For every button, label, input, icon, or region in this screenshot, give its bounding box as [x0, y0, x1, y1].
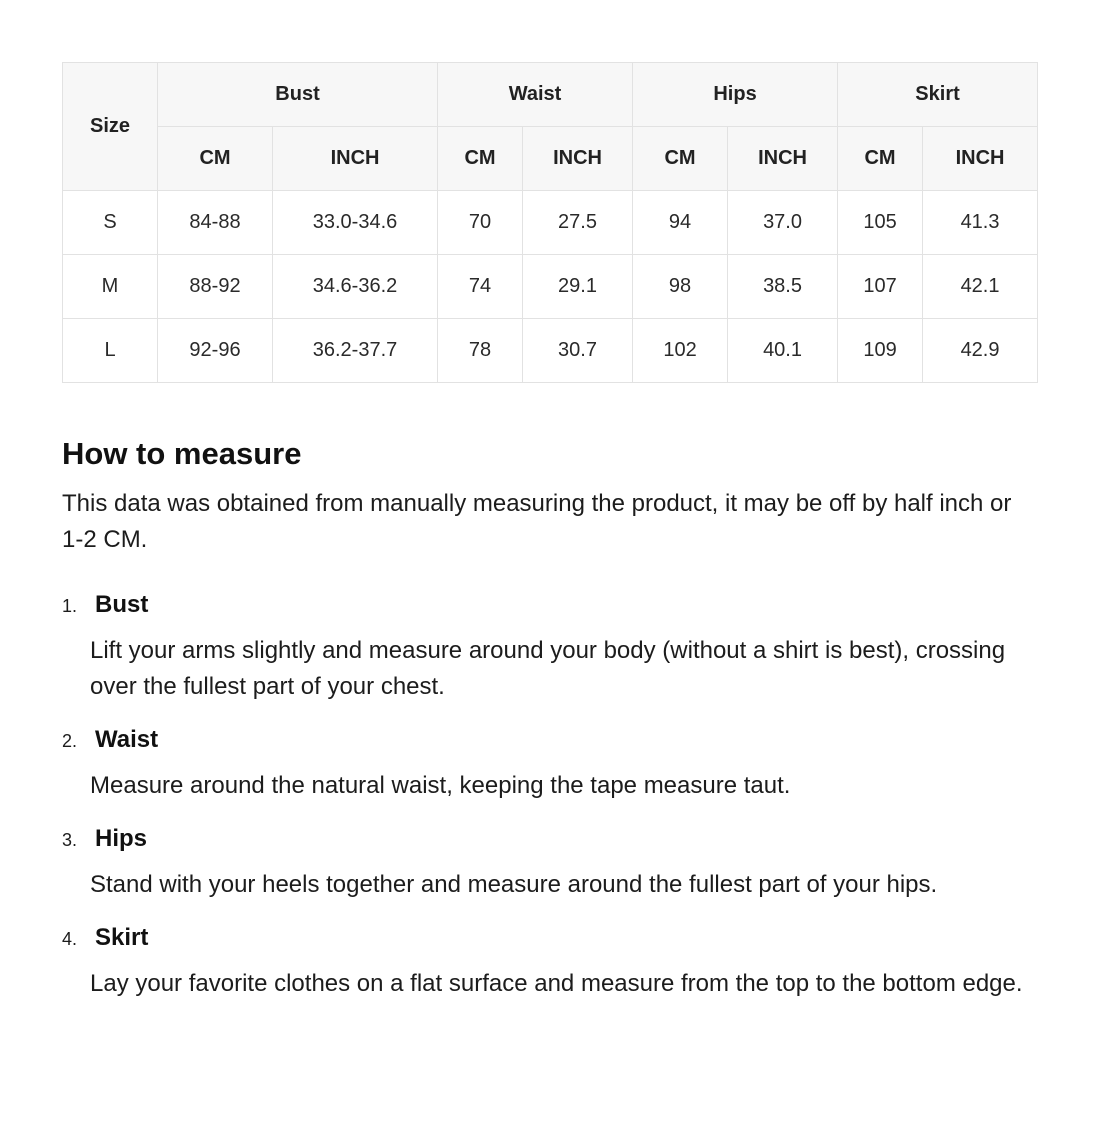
step-number: 1.	[62, 596, 78, 616]
cell-hips-inch: 38.5	[728, 255, 838, 319]
cell-skirt-inch: 42.1	[923, 255, 1038, 319]
table-row-size-s	[63, 191, 1038, 255]
measure-step-hips	[62, 824, 1037, 903]
step-title: Waist	[95, 726, 159, 753]
col-subheader-skirt-inch: INCH	[923, 127, 1038, 191]
cell-waist-inch: 30.7	[523, 319, 633, 383]
cell-hips-cm: 102	[633, 319, 728, 383]
cell-bust-cm: 84-88	[158, 191, 273, 255]
col-subheader-bust-cm: CM	[158, 127, 273, 191]
cell-hips-cm: 98	[633, 255, 728, 319]
cell-skirt-inch: 41.3	[923, 191, 1038, 255]
step-description: Lay your favorite clothes on a flat surface and measure from the top to the bottom edge.	[90, 970, 1023, 997]
cell-skirt-inch: 42.9	[923, 319, 1038, 383]
cell-size: L	[63, 319, 158, 383]
col-group-skirt: Skirt	[838, 63, 1038, 127]
col-subheader-hips-cm: CM	[633, 127, 728, 191]
table-unit-header-row	[63, 127, 1038, 191]
col-header-size: Size	[63, 63, 158, 191]
cell-bust-inch: 34.6-36.2	[273, 255, 438, 319]
step-head	[62, 725, 1037, 756]
cell-waist-inch: 27.5	[523, 191, 633, 255]
col-group-bust: Bust	[158, 63, 438, 127]
step-title: Hips	[95, 825, 148, 852]
cell-bust-inch: 36.2-37.7	[273, 319, 438, 383]
step-title: Bust	[95, 591, 149, 618]
measure-step-bust	[62, 590, 1037, 705]
col-group-waist: Waist	[438, 63, 633, 127]
col-group-hips: Hips	[633, 63, 838, 127]
cell-hips-cm: 94	[633, 191, 728, 255]
table-row-size-l	[63, 319, 1038, 383]
measure-step-waist	[62, 725, 1037, 804]
section-title: How to measure	[62, 436, 302, 471]
cell-waist-cm: 78	[438, 319, 523, 383]
col-subheader-bust-inch: INCH	[273, 127, 438, 191]
col-subheader-waist-inch: INCH	[523, 127, 633, 191]
cell-waist-cm: 70	[438, 191, 523, 255]
cell-waist-cm: 74	[438, 255, 523, 319]
how-to-measure-section	[62, 435, 1038, 1002]
cell-skirt-cm: 105	[838, 191, 923, 255]
intro-paragraph: This data was obtained from manually measuring the product, it may be off by half inch or 1-2 CM.	[62, 490, 1012, 553]
step-number: 2.	[62, 731, 78, 751]
col-subheader-waist-cm: CM	[438, 127, 523, 191]
cell-waist-inch: 29.1	[523, 255, 633, 319]
cell-hips-inch: 37.0	[728, 191, 838, 255]
step-description: Lift your arms slightly and measure around your body (without a shirt is best), crossing over the fullest part of your chest.	[90, 637, 1006, 700]
size-chart-table	[62, 62, 1038, 383]
step-number: 4.	[62, 929, 78, 949]
table-row-size-m	[63, 255, 1038, 319]
col-subheader-hips-inch: INCH	[728, 127, 838, 191]
step-number: 3.	[62, 830, 78, 850]
cell-size: S	[63, 191, 158, 255]
cell-size: M	[63, 255, 158, 319]
step-head	[62, 824, 1037, 855]
cell-bust-cm: 92-96	[158, 319, 273, 383]
step-title: Skirt	[95, 924, 149, 951]
cell-bust-inch: 33.0-34.6	[273, 191, 438, 255]
step-head	[62, 923, 1037, 954]
step-description: Measure around the natural waist, keeping the tape measure taut.	[90, 772, 791, 799]
cell-skirt-cm: 109	[838, 319, 923, 383]
cell-bust-cm: 88-92	[158, 255, 273, 319]
step-description: Stand with your heels together and measure around the fullest part of your hips.	[90, 871, 938, 898]
cell-skirt-cm: 107	[838, 255, 923, 319]
measure-step-skirt	[62, 923, 1037, 1002]
col-subheader-skirt-cm: CM	[838, 127, 923, 191]
measure-steps-list	[62, 590, 1038, 1002]
step-head	[62, 590, 1037, 621]
cell-hips-inch: 40.1	[728, 319, 838, 383]
table-group-header-row	[63, 63, 1038, 127]
